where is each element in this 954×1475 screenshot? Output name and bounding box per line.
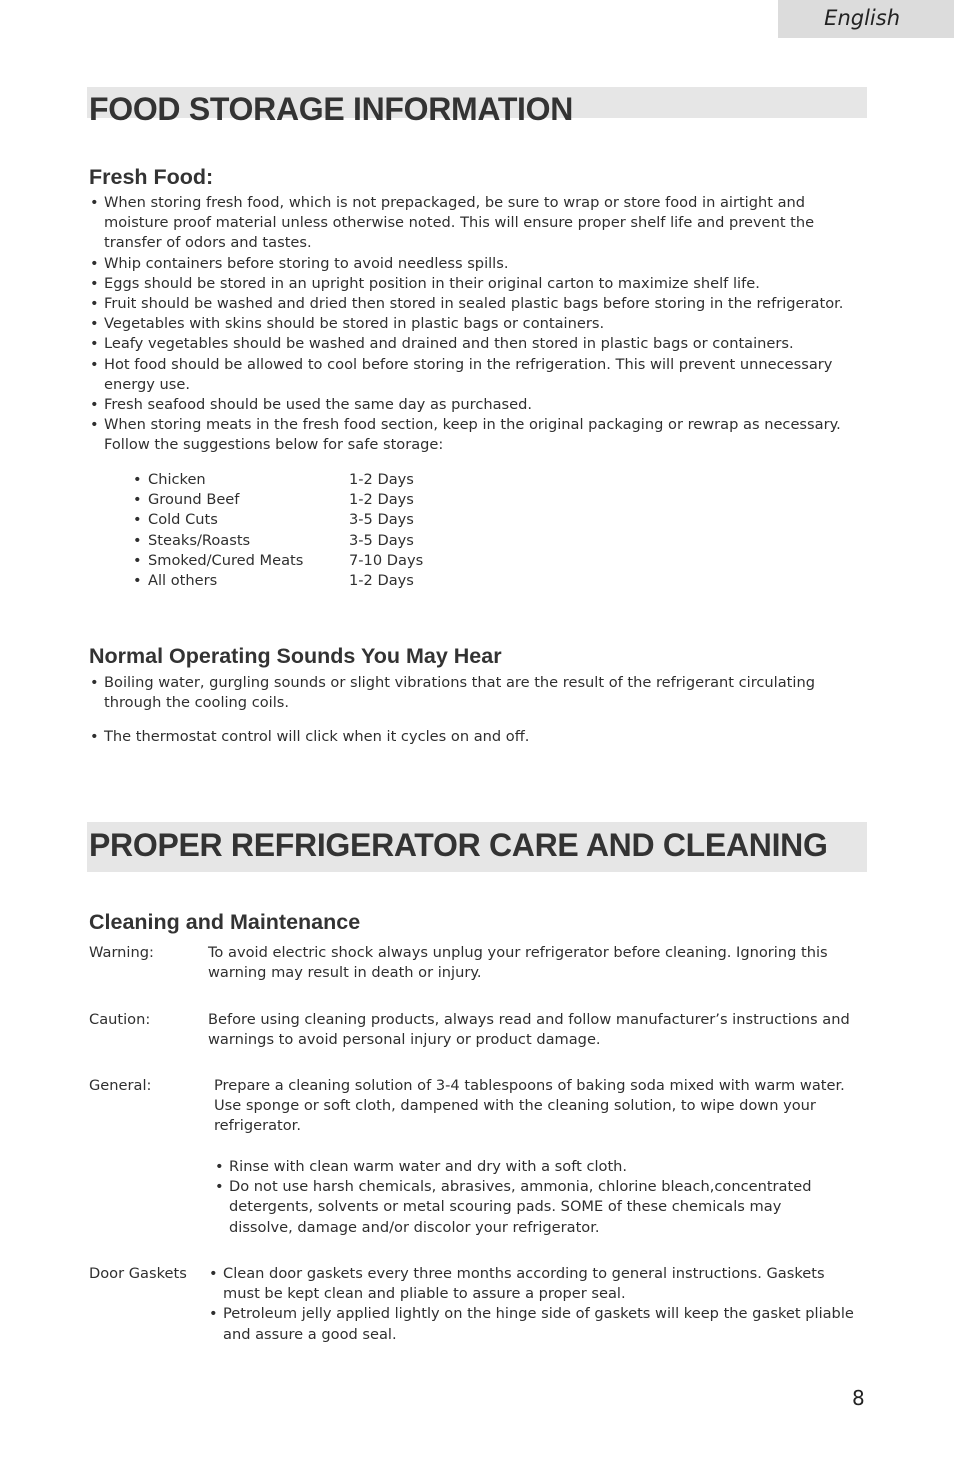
list-item-line: Whip containers before storing to avoid needless spills.	[104, 254, 509, 272]
door-gaskets-bullets	[208, 1264, 854, 1345]
storage-days: 1-2 Days	[349, 491, 414, 509]
bullet-glyph: •	[90, 416, 99, 434]
caution-label: Caution:	[89, 1011, 151, 1028]
general-bullets	[214, 1157, 811, 1238]
storage-row	[133, 490, 453, 510]
storage-row	[133, 571, 453, 591]
list-item-line: Petroleum jelly applied lightly on the hinge side of gaskets will keep the gasket pliable	[223, 1305, 854, 1323]
storage-row	[133, 551, 453, 571]
text-line: To avoid electric shock always unplug your refrigerator before cleaning. Ignoring this	[208, 944, 828, 961]
sounds-list	[89, 673, 879, 747]
fresh-food-heading: Fresh Food:	[89, 165, 214, 189]
list-item	[89, 254, 879, 274]
section-title-care-cleaning: PROPER REFRIGERATOR CARE AND CLEANING	[89, 827, 828, 863]
list-item	[89, 294, 879, 314]
list-item-line: Follow the suggestions below for safe storage:	[104, 436, 444, 454]
list-item-line: Eggs should be stored in an upright position in their original carton to maximize shelf life.	[104, 274, 760, 292]
bullet-glyph: •	[133, 531, 142, 549]
list-item	[89, 415, 879, 455]
bullet-glyph: •	[133, 471, 142, 488]
list-item-line: When storing meats in the fresh food section, keep in the original packaging or rewrap as necessary.	[104, 416, 841, 434]
list-item-line: The thermostat control will click when it cycles on and off.	[104, 728, 530, 745]
warning-text	[208, 943, 828, 983]
list-item: • Clean door gaskets every three months according to general instructions. Gaskets must be kept clean and pliable to assure a proper seal.	[209, 1265, 825, 1303]
list-item	[89, 314, 879, 334]
list-item-line: Boiling water, gurgling sounds or slight vibrations that are the result of the refrigerant circulating	[104, 674, 815, 691]
list-item-line: Clean door gaskets every three months according to general instructions. Gaskets	[223, 1265, 825, 1282]
list-item-line: energy use.	[104, 375, 190, 393]
list-item-line: moisture proof material unless otherwise noted. This will ensure proper shelf life and prevent the	[104, 214, 815, 232]
text-line: Use sponge or soft cloth, dampened with the cleaning solution, to wipe down your	[214, 1097, 816, 1115]
bullet-glyph: •	[90, 335, 99, 353]
list-item-line: Rinse with clean warm water and dry with a soft cloth.	[229, 1158, 628, 1175]
list-item-line: Leafy vegetables should be washed and drained and then stored in plastic bags or containers.	[104, 335, 794, 353]
section-title-food-storage: FOOD STORAGE INFORMATION	[89, 91, 574, 127]
storage-row	[133, 531, 453, 551]
caution-text	[208, 1010, 850, 1050]
storage-item: All others	[148, 571, 218, 589]
list-item	[89, 193, 879, 254]
bullet-glyph: •	[90, 355, 99, 373]
list-item	[89, 395, 879, 415]
general-label: General:	[89, 1077, 152, 1094]
text-line: Before using cleaning products, always read and follow manufacturer’s instructions and	[208, 1011, 850, 1028]
bullet-glyph: •	[133, 551, 142, 569]
meat-storage-table	[133, 470, 453, 591]
list-item-line: through the cooling coils.	[104, 694, 290, 712]
list-item-line: must be kept clean and pliable to assure a proper seal.	[223, 1285, 626, 1303]
list-item: • Boiling water, gurgling sounds or slight vibrations that are the result of the refrigerant circulating through the cooling coils.	[90, 674, 815, 712]
general-text	[214, 1076, 845, 1137]
bullet-glyph: •	[133, 511, 142, 529]
list-item	[89, 355, 879, 395]
text-line: warnings to avoid personal injury or product damage.	[208, 1031, 601, 1049]
list-item-line: Fruit should be washed and dried then stored in sealed plastic bags before storing in the refrigerator.	[104, 295, 844, 313]
storage-item: Steaks/Roasts	[148, 531, 251, 549]
storage-row	[133, 510, 453, 530]
storage-item: Smoked/Cured Meats	[148, 551, 304, 569]
list-item-line: Vegetables with skins should be stored in plastic bags or containers.	[104, 315, 605, 333]
storage-days: 3-5 Days	[349, 511, 414, 529]
bullet-glyph: •	[90, 396, 99, 414]
language-tab: English	[778, 0, 954, 38]
storage-days: 7-10 Days	[349, 551, 424, 569]
bullet-glyph: •	[90, 274, 99, 292]
fresh-food-list	[89, 193, 879, 456]
list-item: • Petroleum jelly applied lightly on the hinge side of gaskets will keep the gasket pliable and assure a good seal.	[209, 1305, 854, 1343]
storage-item: Cold Cuts	[148, 511, 218, 529]
storage-item: Chicken	[148, 471, 206, 488]
door-gaskets-label: Door Gaskets	[89, 1265, 187, 1282]
storage-row	[133, 470, 453, 490]
list-item: • The thermostat control will click when it cycles on and off.	[90, 728, 530, 745]
list-item-line: transfer of odors and tastes.	[104, 234, 312, 252]
list-item-line: Fresh seafood should be used the same day as purchased.	[104, 396, 533, 414]
bullet-glyph: •	[90, 295, 99, 313]
list-item-line: When storing fresh food, which is not prepackaged, be sure to wrap or store food in airtight and	[104, 194, 806, 211]
bullet-glyph: •	[133, 491, 142, 509]
list-item-line: and assure a good seal.	[223, 1325, 397, 1343]
list-item-line: Do not use harsh chemicals, abrasives, ammonia, chlorine bleach,concentrated	[229, 1178, 812, 1196]
list-item: • Do not use harsh chemicals, abrasives, ammonia, chlorine bleach,concentrated detergents, solvents or metal scouring pads. SOME of these chemicals may dissolve, damage and/or discolor your refrigerator.	[215, 1178, 812, 1236]
storage-days: 1-2 Days	[349, 571, 414, 589]
text-line: Prepare a cleaning solution of 3-4 tablespoons of baking soda mixed with warm water.	[214, 1077, 845, 1094]
list-item	[89, 334, 879, 354]
list-item-line: Hot food should be allowed to cool before storing in the refrigeration. This will prevent unnecessary	[104, 355, 833, 373]
warning-label: Warning:	[89, 944, 154, 961]
storage-item: Ground Beef	[148, 491, 240, 509]
list-item: • Rinse with clean warm water and dry with a soft cloth.	[215, 1158, 628, 1175]
list-item	[89, 274, 879, 294]
bullet-glyph: •	[90, 254, 99, 272]
page-number: 8	[852, 1386, 865, 1410]
list-item-line: detergents, solvents or metal scouring pads. SOME of these chemicals may	[229, 1198, 782, 1216]
list-item-line: dissolve, damage and/or discolor your refrigerator.	[229, 1218, 600, 1236]
storage-days: 1-2 Days	[349, 471, 414, 488]
text-line: warning may result in death or injury.	[208, 964, 482, 982]
storage-days: 3-5 Days	[349, 531, 414, 549]
bullet-glyph: •	[90, 194, 99, 211]
sounds-heading: Normal Operating Sounds You May Hear	[89, 644, 502, 668]
bullet-glyph: •	[133, 571, 142, 589]
cleaning-heading: Cleaning and Maintenance	[89, 910, 361, 934]
bullet-glyph: •	[90, 315, 99, 333]
text-line: refrigerator.	[214, 1117, 301, 1135]
